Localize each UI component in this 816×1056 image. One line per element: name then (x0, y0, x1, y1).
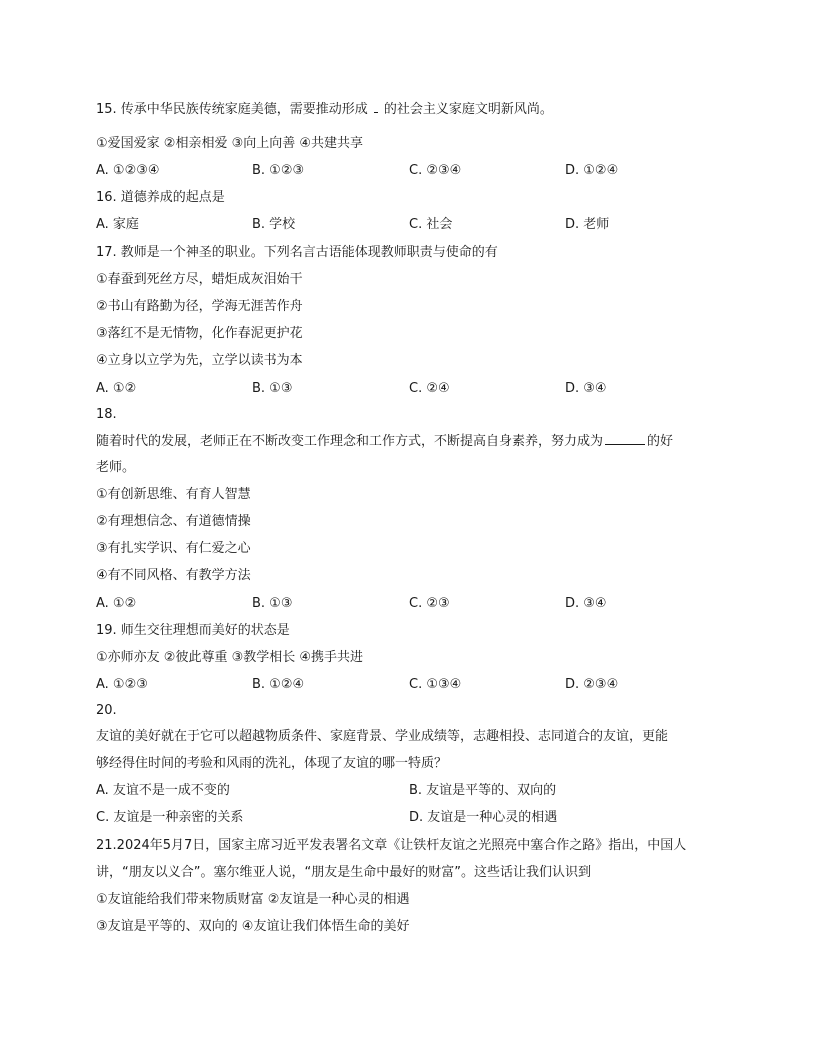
question-17-options (96, 380, 726, 398)
question-18-item-4: ④有不同风格、有教学方法 (96, 568, 251, 583)
question-19-option-a[interactable]: A. ①②③ (96, 677, 148, 692)
question-16-stem: 16. 道德养成的起点是 (96, 190, 225, 205)
question-20-stem-line-2: 够经得住时间的考验和风雨的洗礼，体现了友谊的哪一特质？ (96, 756, 448, 771)
question-15-blank (374, 96, 378, 113)
question-18-option-b[interactable]: B. ①③ (252, 596, 293, 611)
question-16-option-b[interactable]: B. 学校 (252, 217, 296, 232)
question-17-option-d[interactable]: D. ③④ (565, 381, 607, 396)
question-18-stem-line-2: 老师。 (96, 460, 136, 475)
question-20-number: 20. (96, 703, 117, 718)
question-15-stem-part-a: 15. 传承中华民族传统家庭美德，需要推动形成 (96, 102, 368, 117)
question-18-item-1: ①有创新思维、有育人智慧 (96, 487, 251, 502)
question-20-options-row-1 (96, 782, 726, 800)
question-19-options (96, 676, 726, 694)
question-20-option-a[interactable]: A. 友谊不是一成不变的 (96, 783, 230, 798)
question-17-stem: 17. 教师是一个神圣的职业。下列名言古语能体现教师职责与使命的有 (96, 245, 498, 260)
question-21-stem-line-1: 21.2024年5月7日，国家主席习近平发表署名文章《让铁杆友谊之光照亮中塞合作之路》指出，中国人 (96, 838, 687, 853)
question-15-stem-part-b: 的社会主义家庭文明新风尚。 (383, 102, 553, 117)
question-17-option-b[interactable]: B. ①③ (252, 381, 293, 396)
question-15-options (96, 162, 726, 180)
question-21-stem-line-2: 讲，“朋友以义合”。塞尔维亚人说，“朋友是生命中最好的财富”。这些话让我们认识到 (96, 865, 591, 880)
question-19-option-b[interactable]: B. ①②④ (252, 677, 305, 692)
question-18-option-c[interactable]: C. ②③ (409, 596, 450, 611)
question-15-items: ①爱国爱家 ②相亲相爱 ③向上向善 ④共建共享 (96, 136, 364, 151)
question-20-options-row-2 (96, 809, 726, 827)
question-15-option-b[interactable]: B. ①②③ (252, 163, 305, 178)
question-18-option-a[interactable]: A. ①② (96, 596, 137, 611)
question-18-number: 18. (96, 407, 117, 422)
question-18-stem-part-b: 的好 (647, 434, 674, 449)
question-19-items: ①亦师亦友 ②彼此尊重 ③教学相长 ④携手共进 (96, 650, 364, 665)
question-20-option-d[interactable]: D. 友谊是一种心灵的相遇 (409, 810, 558, 825)
question-16-option-a[interactable]: A. 家庭 (96, 217, 139, 232)
question-18-stem-part-a: 随着时代的发展，老师正在不断改变工作理念和工作方式，不断提高自身素养，努力成为 (96, 434, 604, 449)
question-18-stem-line-1 (96, 432, 673, 451)
question-16-options (96, 216, 726, 234)
question-21-items-line-2: ③友谊是平等的、双向的 ④友谊让我们体悟生命的美好 (96, 919, 410, 934)
question-19-option-d[interactable]: D. ②③④ (565, 677, 619, 692)
question-17-option-c[interactable]: C. ②④ (409, 381, 450, 396)
question-18-item-3: ③有扎实学识、有仁爱之心 (96, 541, 251, 556)
question-15-option-c[interactable]: C. ②③④ (409, 163, 462, 178)
question-17-item-1: ①春蚕到死丝方尽，蜡炬成灰泪始干 (96, 272, 303, 287)
question-19-option-c[interactable]: C. ①③④ (409, 677, 462, 692)
question-15-option-d[interactable]: D. ①②④ (565, 163, 619, 178)
question-17-item-2: ②书山有路勤为径，学海无涯苦作舟 (96, 299, 303, 314)
question-15-option-a[interactable]: A. ①②③④ (96, 163, 160, 178)
question-16-option-d[interactable]: D. 老师 (565, 217, 610, 232)
question-15-stem (96, 96, 553, 119)
question-17-item-3: ③落红不是无情物，化作春泥更护花 (96, 326, 303, 341)
question-18-blank (605, 432, 645, 445)
question-20-option-b[interactable]: B. 友谊是平等的、双向的 (409, 783, 557, 798)
question-18-option-d[interactable]: D. ③④ (565, 596, 607, 611)
question-18-options (96, 595, 726, 613)
question-18-item-2: ②有理想信念、有道德情操 (96, 514, 251, 529)
question-20-stem-line-1: 友谊的美好就在于它可以超越物质条件、家庭背景、学业成绩等，志趣相投、志同道合的友谊，更能 (96, 729, 669, 744)
question-17-option-a[interactable]: A. ①② (96, 381, 137, 396)
question-21-items-line-1: ①友谊能给我们带来物质财富 ②友谊是一种心灵的相遇 (96, 892, 410, 907)
question-19-stem: 19. 师生交往理想而美好的状态是 (96, 623, 290, 638)
question-20-option-c[interactable]: C. 友谊是一种亲密的关系 (96, 810, 244, 825)
question-16-option-c[interactable]: C. 社会 (409, 217, 453, 232)
question-17-item-4: ④立身以立学为先，立学以读书为本 (96, 353, 303, 368)
